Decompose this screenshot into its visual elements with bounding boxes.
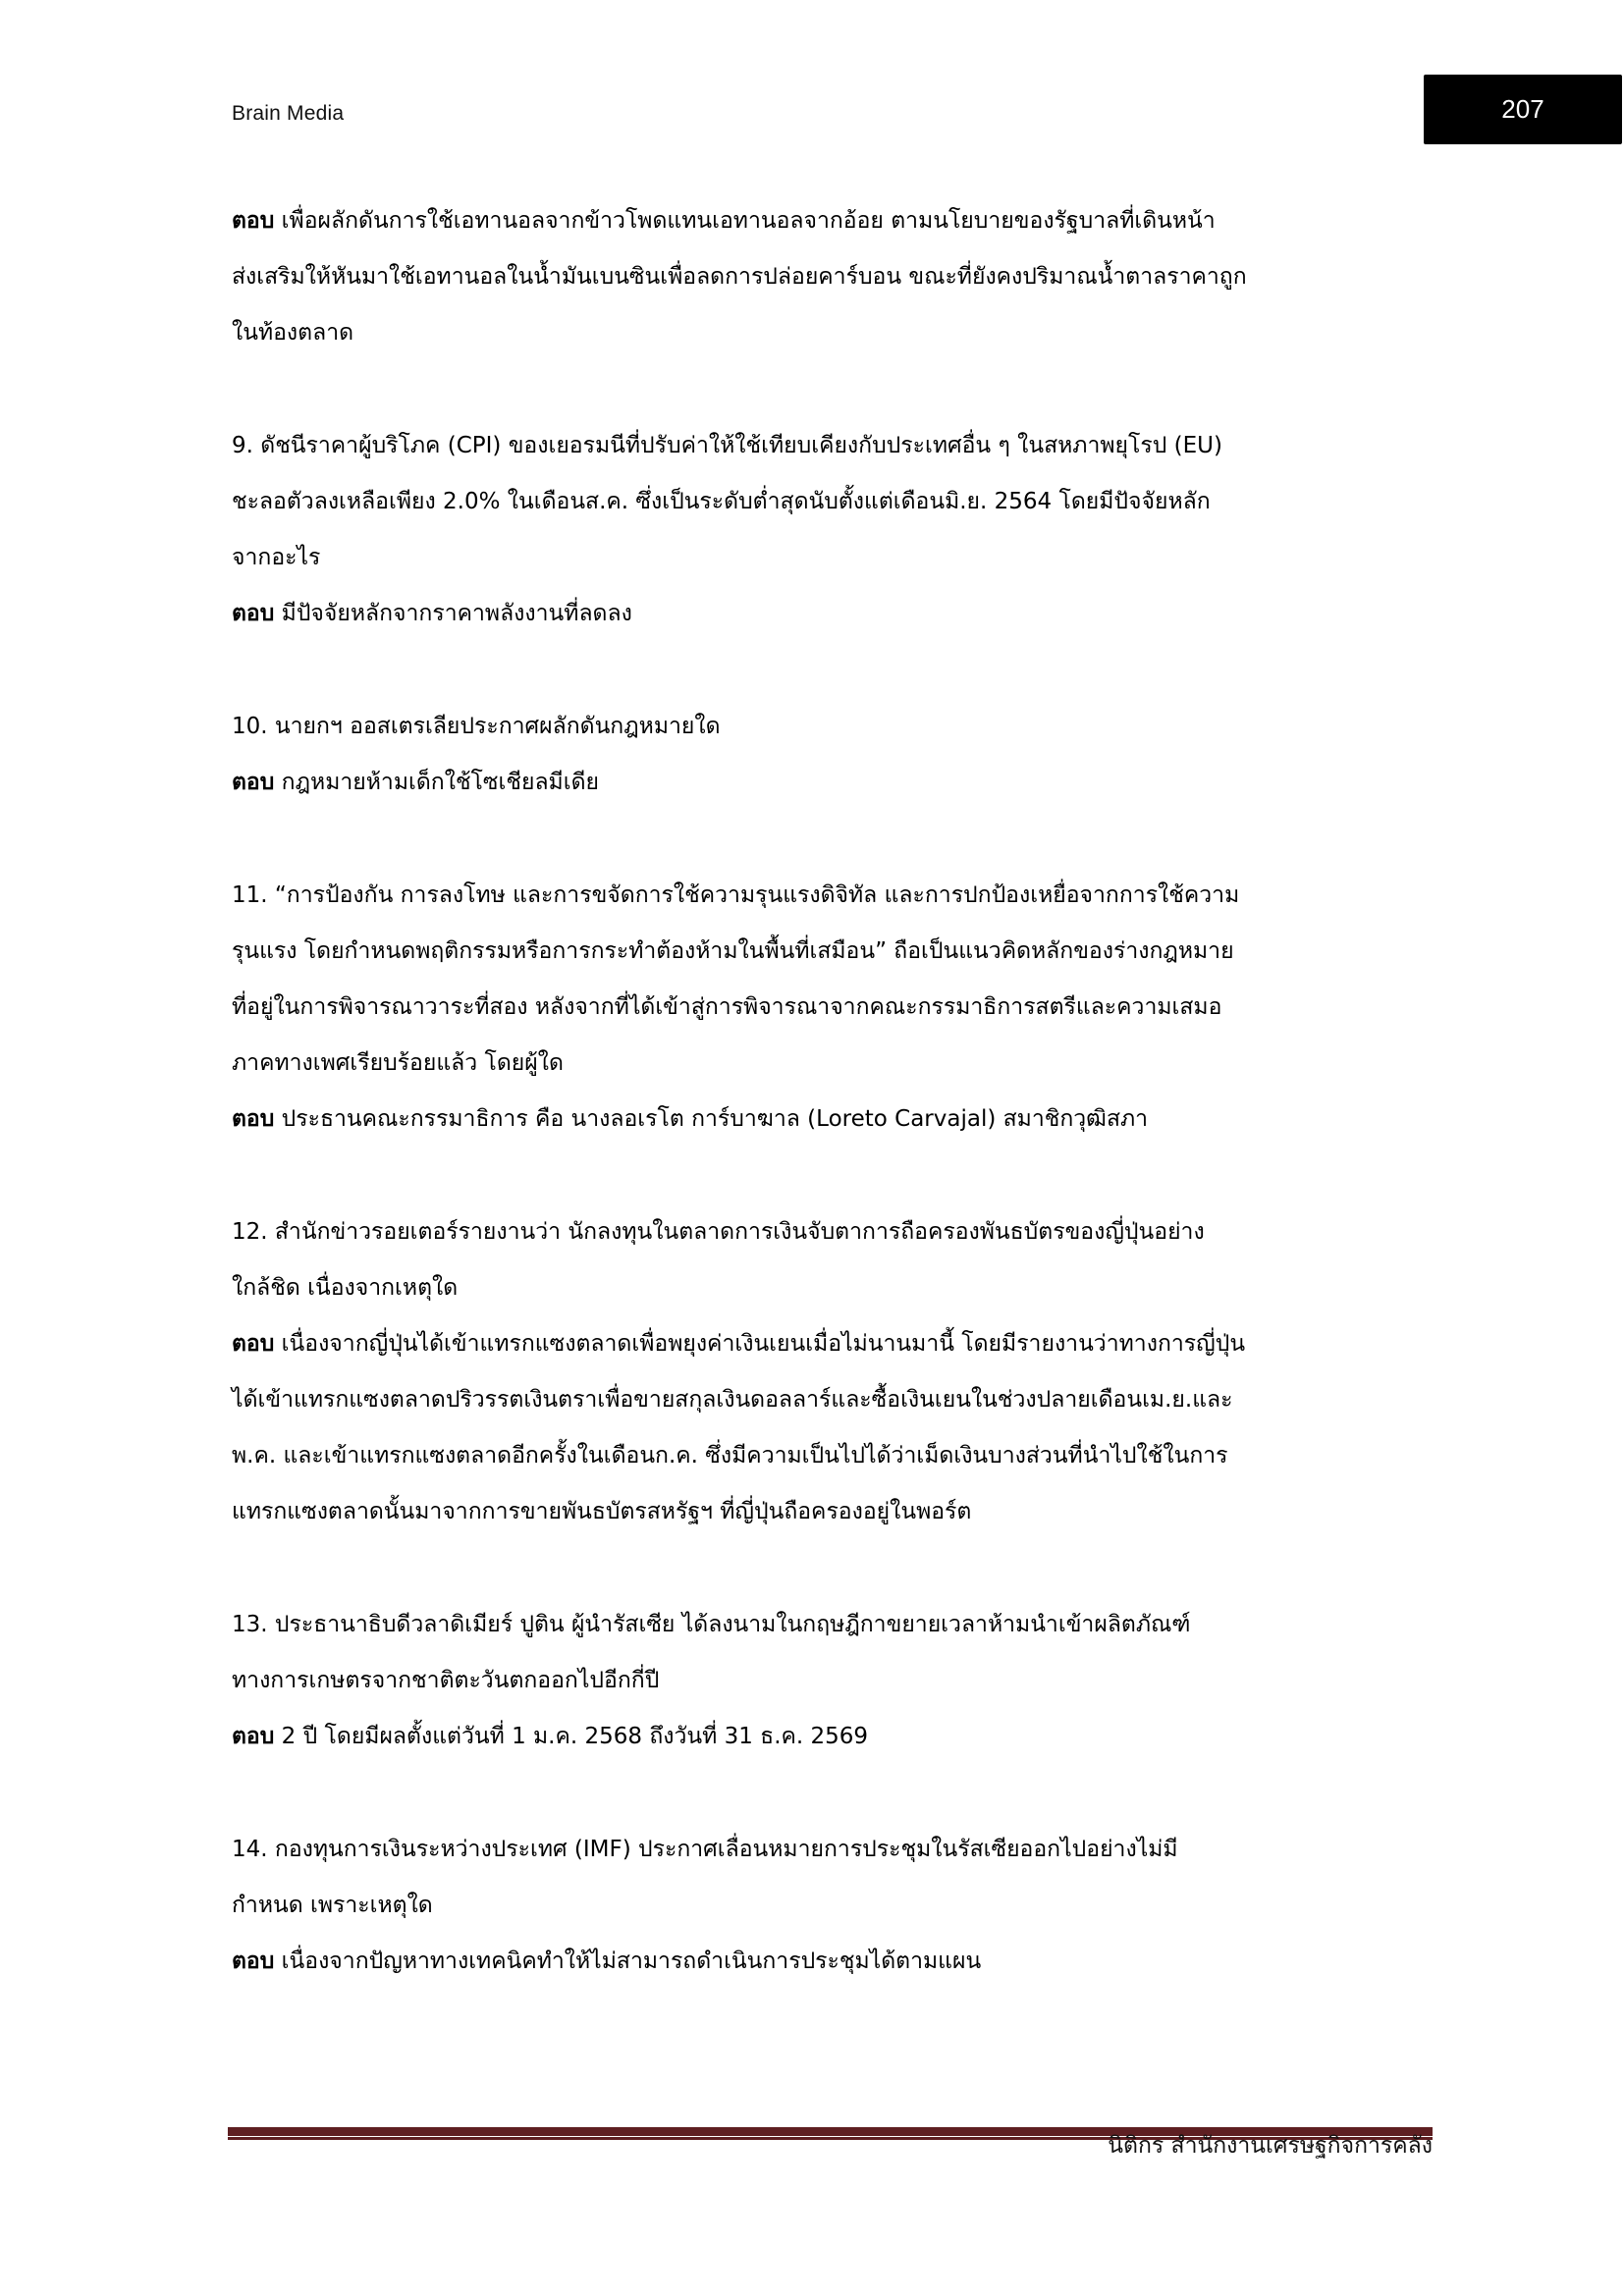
answer-line: แทรกแซงตลาดนั้นมาจากการขายพันธบัตรสหรัฐฯ ที่ญี่ปุ่นถือครองอยู่ในพอร์ต	[232, 1499, 972, 1524]
document-body	[232, 193, 1439, 1990]
answer-line: ตอบ เนื่องจากญี่ปุ่นได้เข้าแทรกแซงตลาดเพื่อพยุงค่าเงินเยนเมื่อไม่นานมานี้ โดยมีรายงานว่าทางการญี่ปุ่น	[232, 1331, 1246, 1357]
question-line: ที่อยู่ในการพิจารณาวาระที่สอง หลังจากที่ได้เข้าสู่การพิจารณาจากคณะกรรมาธิการสตรีและความเสมอ	[232, 994, 1222, 1020]
page-number: 207	[1501, 94, 1544, 124]
question-line: 14. กองทุนการเงินระหว่างประเทศ (IMF) ประกาศเลื่อนหมายการประชุมในรัสเซียออกไปอย่างไม่มี	[232, 1837, 1178, 1862]
page-number-box	[1424, 75, 1622, 144]
answer-line: ตอบ มีปัจจัยหลักจากราคาพลังงานที่ลดลง	[232, 601, 632, 626]
answer-line: ตอบ 2 ปี โดยมีผลตั้งแต่วันที่ 1 ม.ค. 2568 ถึงวันที่ 31 ธ.ค. 2569	[232, 1724, 869, 1749]
question-line: ภาคทางเพศเรียบร้อยแล้ว โดยผู้ใด	[232, 1050, 564, 1076]
question-line: จากอะไร	[232, 545, 321, 570]
answer-line: ส่งเสริมให้หันมาใช้เอทานอลในน้ำมันเบนซินเพื่อลดการปล่อยคาร์บอน ขณะที่ยังคงปริมาณน้ำตาลราคาถูก	[232, 264, 1247, 290]
question-block-13	[232, 1597, 1439, 1765]
question-line: ชะลอตัวลงเหลือเพียง 2.0% ในเดือนส.ค. ซึ่งเป็นระดับต่ำสุดนับตั้งแต่เดือนมิ.ย. 2564 โดยมีปัจจัยหลัก	[232, 489, 1211, 514]
answer-label: ตอบ	[232, 1949, 275, 1974]
footer-author: นิติกร สำนักงานเศรษฐกิจการคลัง	[1108, 2133, 1433, 2159]
answer-label: ตอบ	[232, 208, 275, 234]
answer-label: ตอบ	[232, 770, 275, 795]
answer-line: ในท้องตลาด	[232, 320, 354, 346]
answer-line: ตอบ เนื่องจากปัญหาทางเทคนิคทำให้ไม่สามารถดำเนินการประชุมได้ตามแผน	[232, 1949, 982, 1974]
answer-line: ตอบ ประธานคณะกรรมาธิการ คือ นางลอเรโต การ์บาฆาล (Loreto Carvajal) สมาชิกวุฒิสภา	[232, 1106, 1149, 1132]
question-line: 12. สำนักข่าวรอยเตอร์รายงานว่า นักลงทุนในตลาดการเงินจับตาการถือครองพันธบัตรของญี่ปุ่นอย่าง	[232, 1219, 1205, 1245]
answer-label: ตอบ	[232, 1331, 275, 1357]
question-line: 9. ดัชนีราคาผู้บริโภค (CPI) ของเยอรมนีที่ปรับค่าให้ใช้เทียบเคียงกับประเทศอื่น ๆ ในสหภาพยุโรป (EU)	[232, 433, 1222, 458]
question-line: 11. “การป้องกัน การลงโทษ และการขจัดการใช้ความรุนแรงดิจิทัล และการปกป้องเหยื่อจากการใช้ความ	[232, 882, 1240, 908]
answer-label: ตอบ	[232, 1724, 275, 1749]
question-block-9	[232, 418, 1439, 642]
answer-label: ตอบ	[232, 601, 275, 626]
question-line: ใกล้ชิด เนื่องจากเหตุใด	[232, 1275, 459, 1301]
question-block-14	[232, 1822, 1439, 1990]
question-block-10	[232, 699, 1439, 811]
question-line: รุนแรง โดยกำหนดพฤติกรรมหรือการกระทำต้องห้ามในพื้นที่เสมือน” ถือเป็นแนวคิดหลักของร่างกฎหมาย	[232, 938, 1234, 964]
question-line: กำหนด เพราะเหตุใด	[232, 1893, 433, 1918]
question-block-11	[232, 868, 1439, 1148]
answer-line: ได้เข้าแทรกแซงตลาดปริวรรตเงินตราเพื่อขายสกุลเงินดอลลาร์และซื้อเงินเยนในช่วงปลายเดือนเม.ย.และ	[232, 1387, 1233, 1413]
question-block-12	[232, 1204, 1439, 1540]
answer-label: ตอบ	[232, 1106, 275, 1132]
question-line: 10. นายกฯ ออสเตรเลียประกาศผลักดันกฎหมายใด	[232, 714, 721, 739]
question-line: 13. ประธานาธิบดีวลาดิเมียร์ ปูติน ผู้นำรัสเซีย ได้ลงนามในกฤษฎีกาขยายเวลาห้ามนำเข้าผลิตภัณฑ์	[232, 1612, 1191, 1637]
answer-line: พ.ค. และเข้าแทรกแซงตลาดอีกครั้งในเดือนก.ค. ซึ่งมีความเป็นไปได้ว่าเม็ดเงินบางส่วนที่นำไปใช้ในการ	[232, 1443, 1228, 1468]
answer-line: ตอบ กฎหมายห้ามเด็กใช้โซเชียลมีเดีย	[232, 770, 599, 795]
answer-block-prev	[232, 193, 1439, 361]
answer-line: ตอบ เพื่อผลักดันการใช้เอทานอลจากข้าวโพดแทนเอทานอลจากอ้อย ตามนโยบายของรัฐบาลที่เดินหน้า	[232, 208, 1216, 234]
publisher-name: Brain Media	[232, 102, 345, 125]
question-line: ทางการเกษตรจากชาติตะวันตกออกไปอีกกี่ปี	[232, 1668, 660, 1693]
